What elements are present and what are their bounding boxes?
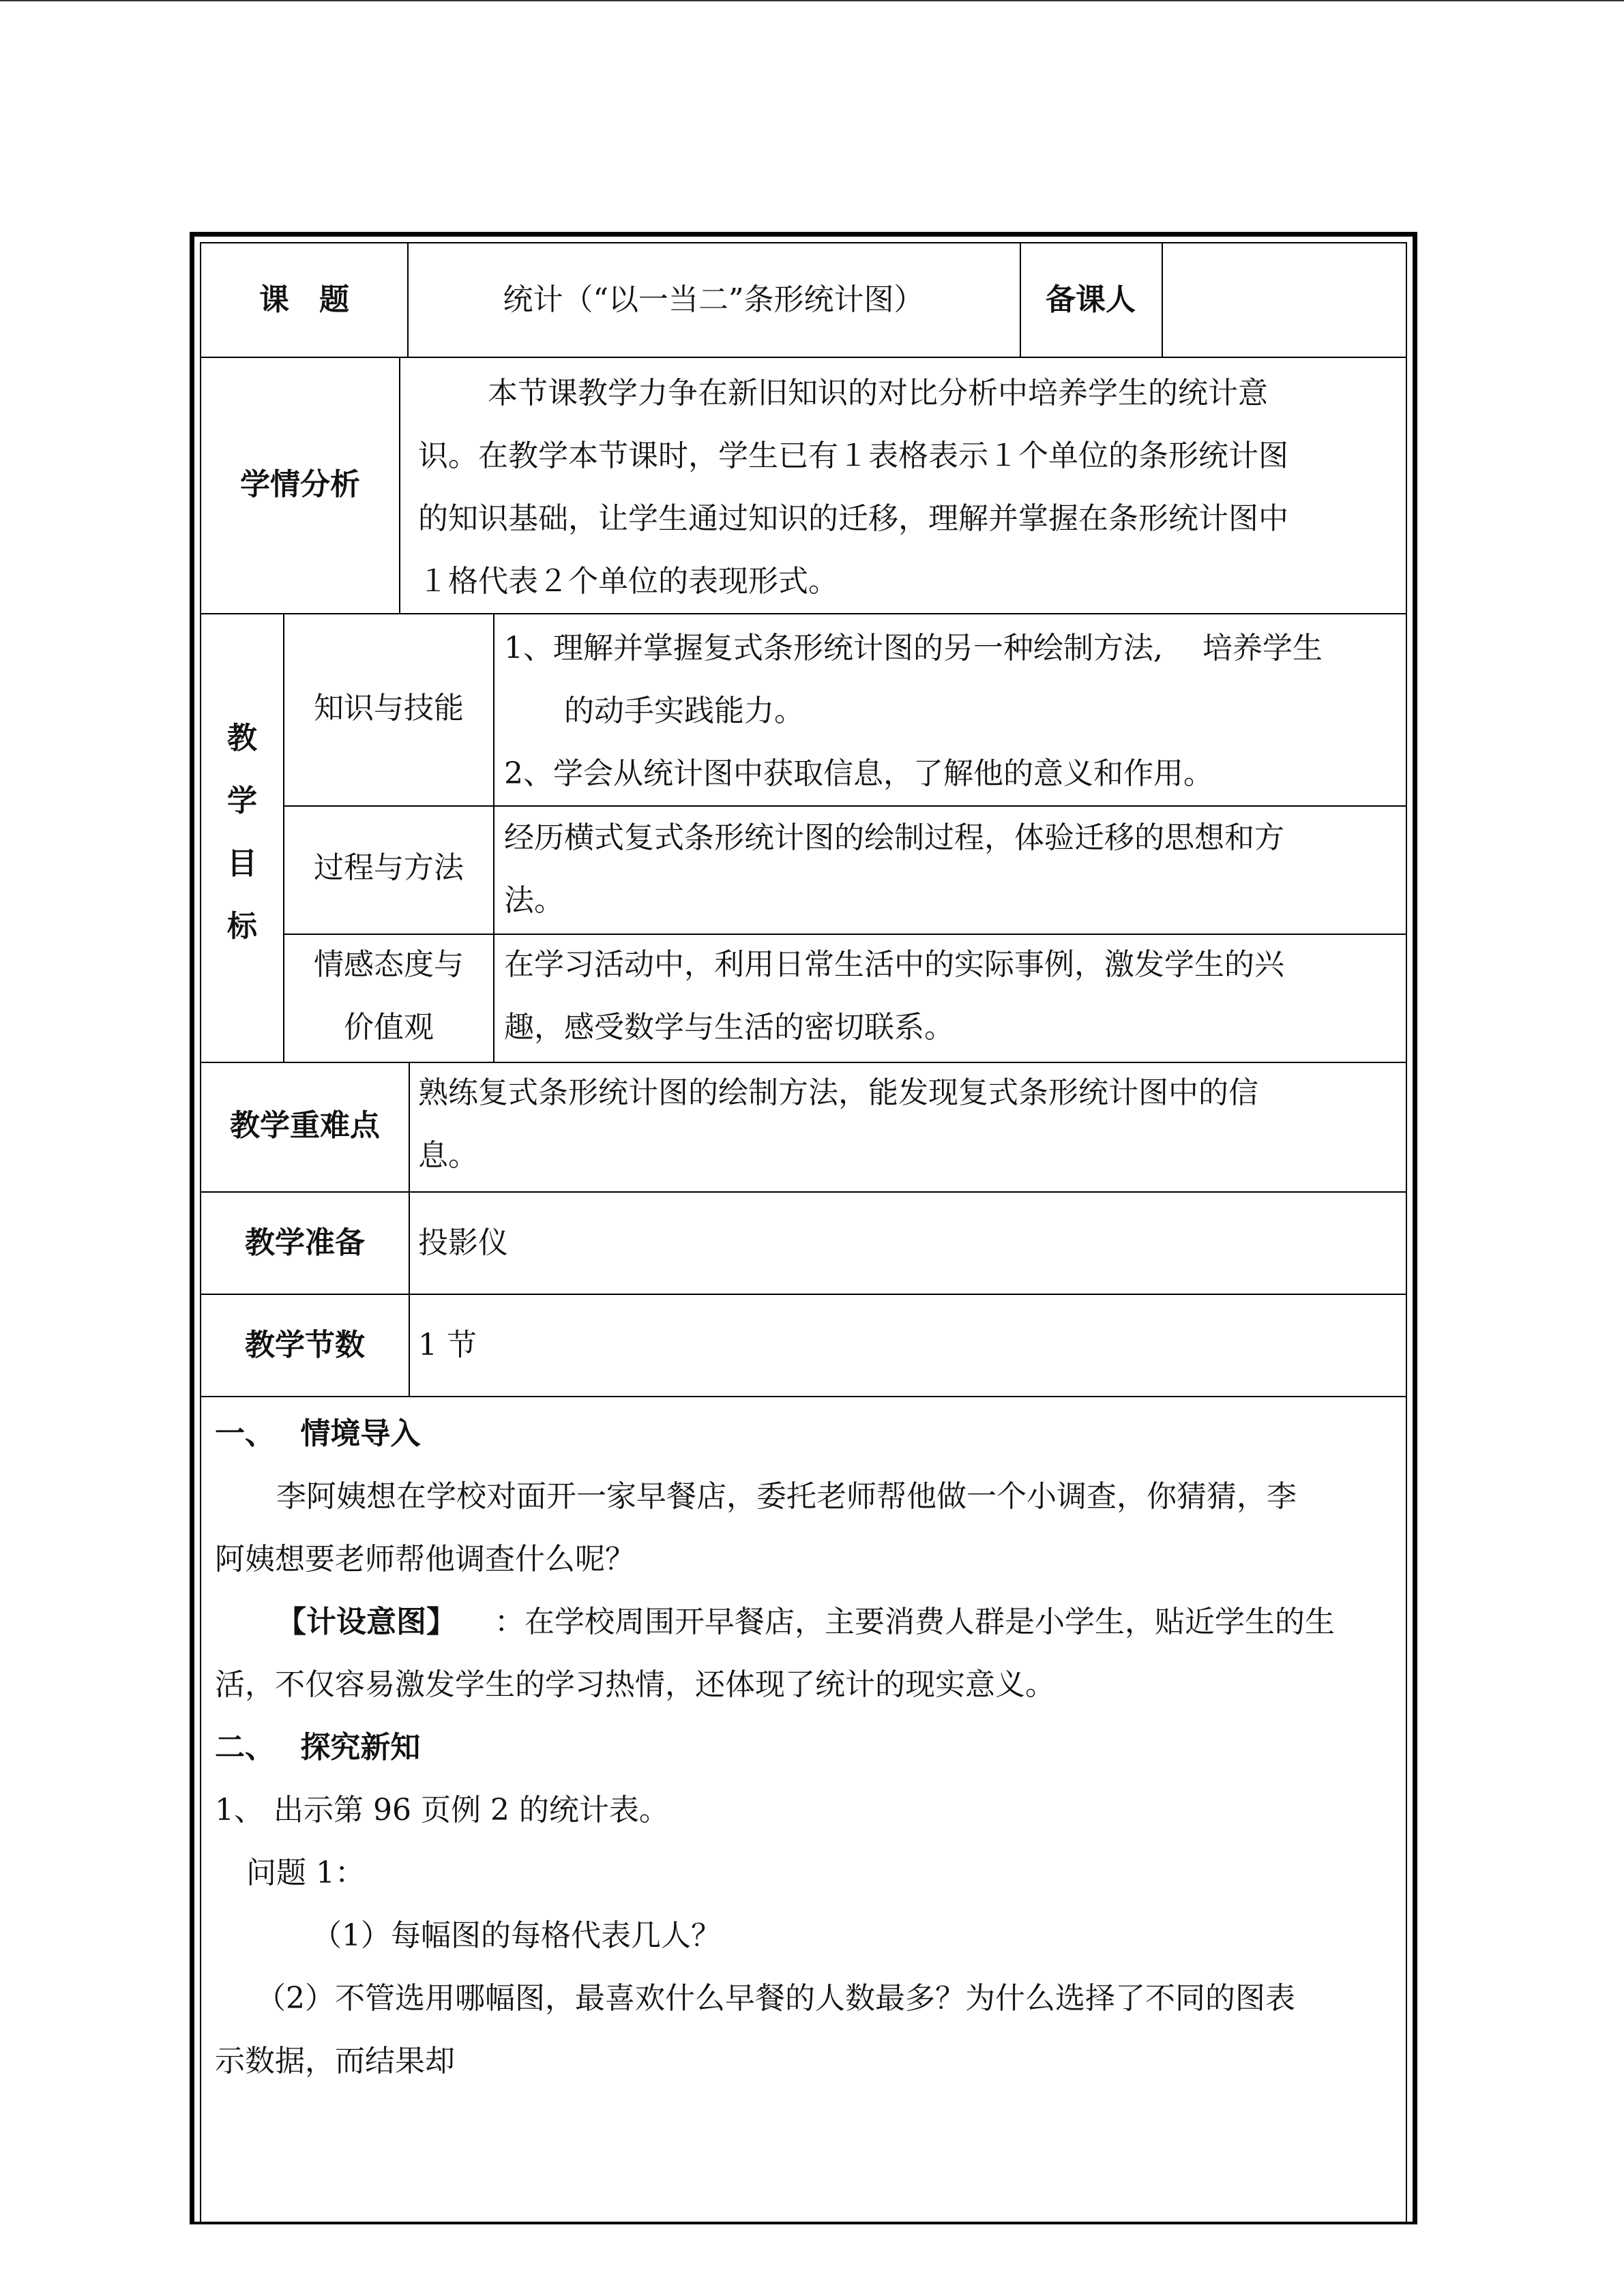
body-line: 李阿姨想在学校对面开一家早餐店，委托老师帮他做一个小调查，你猜猜，李	[276, 1479, 1297, 1514]
emotion-line: 趣，感受数学与生活的密切联系。	[504, 1010, 954, 1045]
body-line: （1）每幅图的每格代表几人？	[312, 1918, 721, 1953]
knowledge-line: 1、理解并掌握复式条形统计图的另一种绘制方法, 培养学生	[504, 631, 1323, 666]
analysis-label: 学情分析	[240, 467, 360, 502]
objectives-label-char: 学	[227, 784, 257, 818]
knowledge-line: 2、学会从统计图中获取信息，了解他的意义和作用。	[504, 756, 1213, 791]
periods-label: 教学节数	[245, 1328, 365, 1362]
process-line: 法。	[504, 883, 564, 918]
body-line: 阿姨想要老师帮他调查什么呢？	[215, 1542, 635, 1577]
analysis-line: 识。在教学本节课时，学生已有１表格表示１个单位的条形统计图	[418, 438, 1288, 473]
row-divider	[201, 357, 1406, 358]
body-line: 示数据，而结果却	[215, 2044, 455, 2078]
preparation-value: 投影仪	[418, 1225, 508, 1260]
keypoints-line: 熟练复式条形统计图的绘制方法，能发现复式条形统计图中的信	[418, 1075, 1258, 1110]
col-divider	[1162, 243, 1163, 357]
body-line: （2）不管选用哪幅图，最喜欢什么早餐的人数最多？为什么选择了不同的图表	[256, 1981, 1295, 2016]
topic-value: 统计（“以一当二”条形统计图）	[503, 282, 924, 317]
analysis-line: 的知识基础，让学生通过知识的迁移，理解并掌握在条形统计图中	[418, 501, 1288, 536]
emotion-line: 在学习活动中，利用日常生活中的实际事例，激发学生的兴	[504, 947, 1284, 982]
lesson-plan-table	[190, 232, 1417, 2224]
col-divider	[493, 613, 494, 1062]
section-title: 一、 情境导入	[215, 1416, 421, 1451]
analysis-line: 本节课教学力争在新旧知识的对比分析中培养学生的统计意	[488, 376, 1268, 411]
knowledge-label: 知识与技能	[314, 691, 464, 726]
lesson-plan-inner-border	[200, 242, 1407, 2222]
emotion-label: 价值观	[344, 1010, 434, 1045]
preparation-label: 教学准备	[245, 1225, 365, 1260]
periods-value: 1 节	[418, 1328, 477, 1362]
topic-label: 课 题	[259, 282, 349, 317]
col-divider	[409, 1062, 410, 1396]
analysis-line: １格代表２个单位的表现形式。	[418, 564, 838, 599]
objectives-label-char: 教	[227, 721, 257, 756]
row-divider	[201, 1294, 1406, 1295]
body-line: 问题 1：	[246, 1855, 365, 1890]
emotion-label: 情感态度与	[314, 947, 464, 982]
body-line: ：在学校周围开早餐店，主要消费人群是小学生，贴近学生的生	[494, 1605, 1335, 1639]
knowledge-line: 的动手实践能力。	[564, 694, 804, 728]
preparer-label: 备课人	[1046, 282, 1136, 317]
process-line: 经历横式复式条形统计图的绘制过程，体验迁移的思想和方	[504, 820, 1284, 855]
row-divider	[201, 1396, 1406, 1397]
keypoints-line: 息。	[418, 1138, 478, 1173]
col-divider	[399, 357, 400, 613]
design-intent-label: 【计设意图】	[276, 1605, 456, 1639]
objectives-label-char: 目	[227, 846, 257, 881]
row-divider	[201, 613, 1406, 614]
page-top-rule	[0, 0, 1624, 1]
body-line: 1、 出示第 96 页例 2 的统计表。	[215, 1793, 669, 1828]
process-label: 过程与方法	[314, 850, 464, 885]
section-title: 二、 探究新知	[215, 1730, 421, 1765]
keypoints-label: 教学重难点	[230, 1108, 380, 1143]
objectives-label-char: 标	[227, 909, 257, 944]
row-divider	[201, 1191, 1406, 1193]
body-line: 活，不仅容易激发学生的学习热情，还体现了统计的现实意义。	[215, 1667, 1055, 1702]
